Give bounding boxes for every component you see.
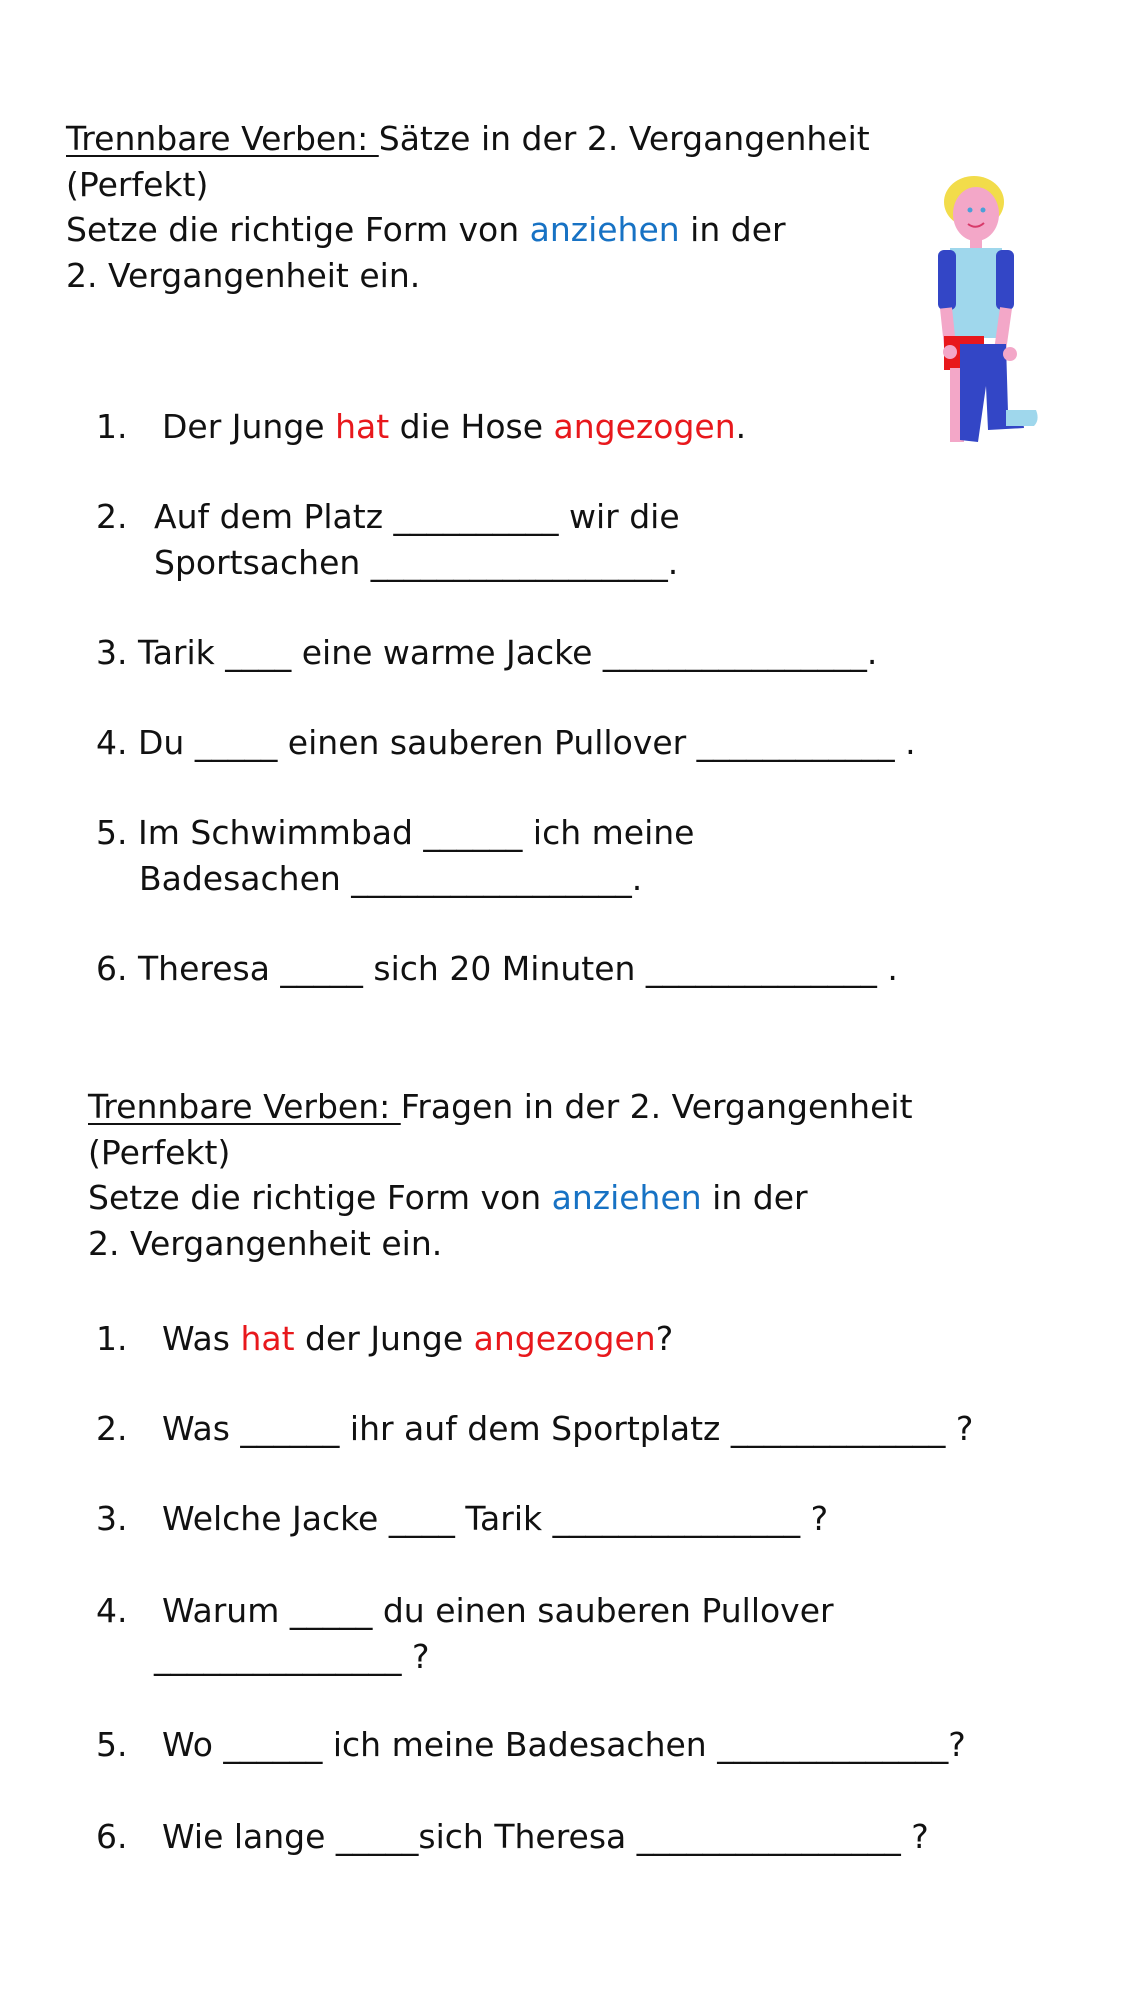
section2-item-4 [96,1591,834,1630]
item-text: Warum _____ du einen sauberen Pullover [162,1591,834,1630]
item-number: 1. [96,1319,128,1358]
item-number: 3. [96,633,128,672]
face-shape [953,187,999,241]
item-text: Was [162,1319,241,1358]
section1-item-4 [96,723,916,762]
answer-auxiliary: hat [335,407,390,446]
section2-item-5 [96,1725,966,1764]
item-text: Wie lange _____sich Theresa ________________ ? [162,1817,929,1856]
item-number: 4. [96,1591,128,1630]
item-text: die Hose [389,407,554,446]
section1-item-2-number: 2. [96,497,128,536]
section1-item-5-line2: Badesachen _________________. [139,859,643,898]
section2-heading-line2: (Perfekt) [88,1133,231,1172]
section2-heading-underlined: Trennbare Verben: [88,1087,401,1126]
answer-participle: angezogen [473,1319,656,1358]
instruction-text-end: in der [701,1178,808,1217]
item-text: Was ______ ihr auf dem Sportplatz _____________ ? [162,1409,974,1448]
item-number: 5. [96,1725,128,1764]
item-number: 6. [96,949,128,988]
item-number: 1. [96,407,128,446]
section2-instruction-line2: 2. Vergangenheit ein. [88,1224,443,1263]
section2-instruction [88,1178,808,1217]
item-number: 6. [96,1817,128,1856]
item-number: 5. [96,813,128,852]
section2-item-3 [96,1499,829,1538]
section1-item-6 [96,949,898,988]
answer-participle: angezogen [553,407,736,446]
item-number: 4. [96,723,128,762]
item-text: Wo ______ ich meine Badesachen ______________? [162,1725,966,1764]
section1-instruction-line2: 2. Vergangenheit ein. [66,256,421,295]
section1-heading-underlined: Trennbare Verben: [66,119,379,158]
section1-item-1 [96,407,747,446]
section1-heading-line2: (Perfekt) [66,165,209,204]
boy-illustration [920,172,1040,452]
item-number: 3. [96,1499,128,1538]
item-number: 2. [96,1409,128,1448]
instruction-verb: anziehen [551,1178,702,1217]
item-text: Tarik ____ eine warme Jacke ________________. [138,633,878,672]
shirt-shape [950,248,1002,338]
instruction-text-end: in der [679,210,786,249]
section1-instruction [66,210,786,249]
section1-item-5 [96,813,695,852]
section2-item-6 [96,1817,929,1856]
instruction-verb: anziehen [529,210,680,249]
instruction-text: Setze die richtige Form von [66,210,530,249]
section1-item-2-line2: Sportsachen __________________. [154,543,679,582]
item-text: Welche Jacke ____ Tarik _______________ ? [162,1499,829,1538]
item-punct: ? [655,1319,674,1358]
item-text: Im Schwimmbad ______ ich meine [138,813,695,852]
section2-item-1 [96,1319,674,1358]
item-text: der Junge [294,1319,474,1358]
item-text: Du _____ einen sauberen Pullover ____________ . [138,723,916,762]
item-punct: . [735,407,747,446]
section1-item-2-line1: Auf dem Platz __________ wir die [154,497,680,536]
section2-heading [88,1087,913,1126]
item-text: Theresa _____ sich 20 Minuten ______________ . [138,949,898,988]
section2-item-4-line2: _______________ ? [154,1637,430,1676]
instruction-text: Setze die richtige Form von [88,1178,552,1217]
section2-heading-rest: Fragen in der 2. Vergangenheit [400,1087,913,1126]
section2-item-2 [96,1409,974,1448]
item-text: Der Junge [162,407,336,446]
answer-auxiliary: hat [240,1319,295,1358]
section1-heading [66,119,870,158]
section1-item-3 [96,633,878,672]
section1-heading-rest: Sätze in der 2. Vergangenheit [378,119,870,158]
